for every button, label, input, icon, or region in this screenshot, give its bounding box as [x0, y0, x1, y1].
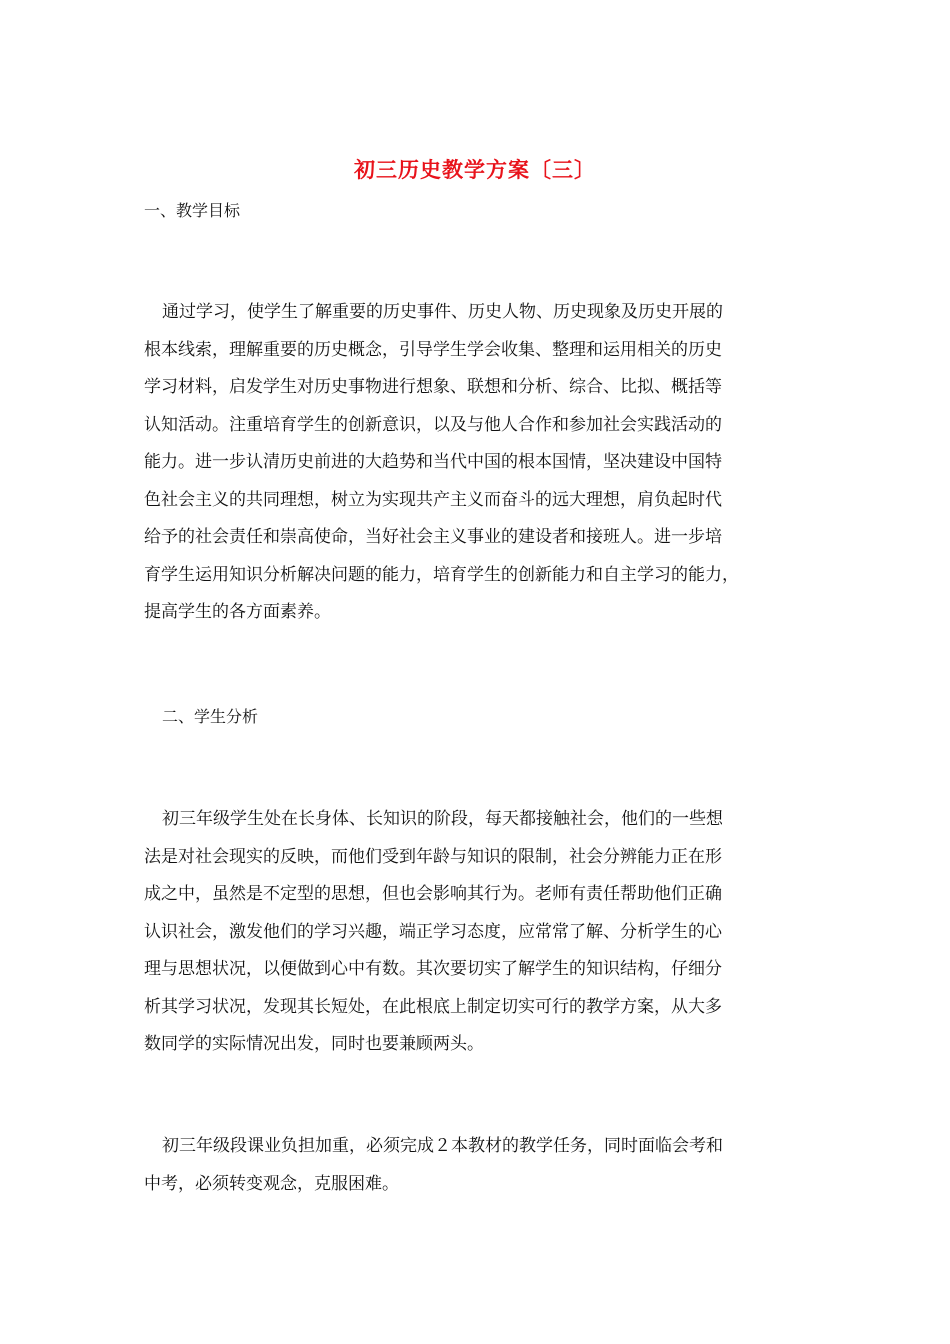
paragraph-student-analysis: [144, 801, 814, 1064]
paragraph-line: 理与思想状况，以便做到心中有数。其次要切实了解学生的知识结构，仔细分: [144, 959, 722, 979]
paragraph-line: 根本线索，理解重要的历史概念，引导学生学会收集、整理和运用相关的历史: [144, 339, 722, 360]
paragraph-line: 通过学习，使学生了解重要的历史事件、历史人物、历史现象及历史开展的: [162, 302, 723, 322]
paragraph-line: 认识社会，激发他们的学习兴趣，端正学习态度，应常常了解、分析学生的心: [144, 921, 722, 942]
paragraph-line: 析其学习状况，发现其长短处，在此根底上制定切实可行的教学方案，从大多: [144, 996, 722, 1017]
paragraph-line: 色社会主义的共同理想，树立为实现共产主义而奋斗的远大理想，肩负起时代: [144, 489, 722, 510]
paragraph-line: 中考，必须转变观念，克服困难。: [144, 1173, 399, 1194]
paragraph-objectives: [144, 294, 814, 632]
paragraph-line: 能力。进一步认清历史前进的大趋势和当代中国的根本国情，坚决建设中国特: [144, 452, 722, 472]
paragraph-line: 初三年级段课业负担加重，必须完成２本教材的教学任务，同时面临会考和: [162, 1136, 723, 1156]
paragraph-line: 育学生运用知识分析解决问题的能力，培育学生的创新能力和自主学习的能力，: [144, 564, 739, 585]
document-title: 初三历史教学方案〔三〕: [354, 157, 596, 182]
paragraph-line: 法是对社会现实的反映，而他们受到年龄与知识的限制，社会分辨能力正在形: [144, 846, 722, 867]
paragraph-line: 数同学的实际情况出发，同时也要兼顾两头。: [144, 1034, 484, 1054]
paragraph-line: 提高学生的各方面素养。: [144, 602, 331, 622]
paragraph-line: 初三年级学生处在长身体、长知识的阶段，每天都接触社会，他们的一些想: [162, 809, 723, 829]
section-heading-student-analysis: 二、学生分析: [162, 707, 259, 726]
paragraph-line: 学习材料，启发学生对历史事物进行想象、联想和分析、综合、比拟、概括等: [144, 377, 722, 397]
paragraph-workload: [144, 1128, 814, 1203]
section-heading-objectives: 一、教学目标: [144, 201, 241, 220]
paragraph-line: 成之中，虽然是不定型的思想，但也会影响其行为。老师有责任帮助他们正确: [144, 884, 722, 904]
paragraph-line: 认知活动。注重培育学生的创新意识，以及与他人合作和参加社会实践活动的: [144, 414, 722, 435]
paragraph-line: 给予的社会责任和崇高使命，当好社会主义事业的建设者和接班人。进一步培: [144, 527, 722, 547]
